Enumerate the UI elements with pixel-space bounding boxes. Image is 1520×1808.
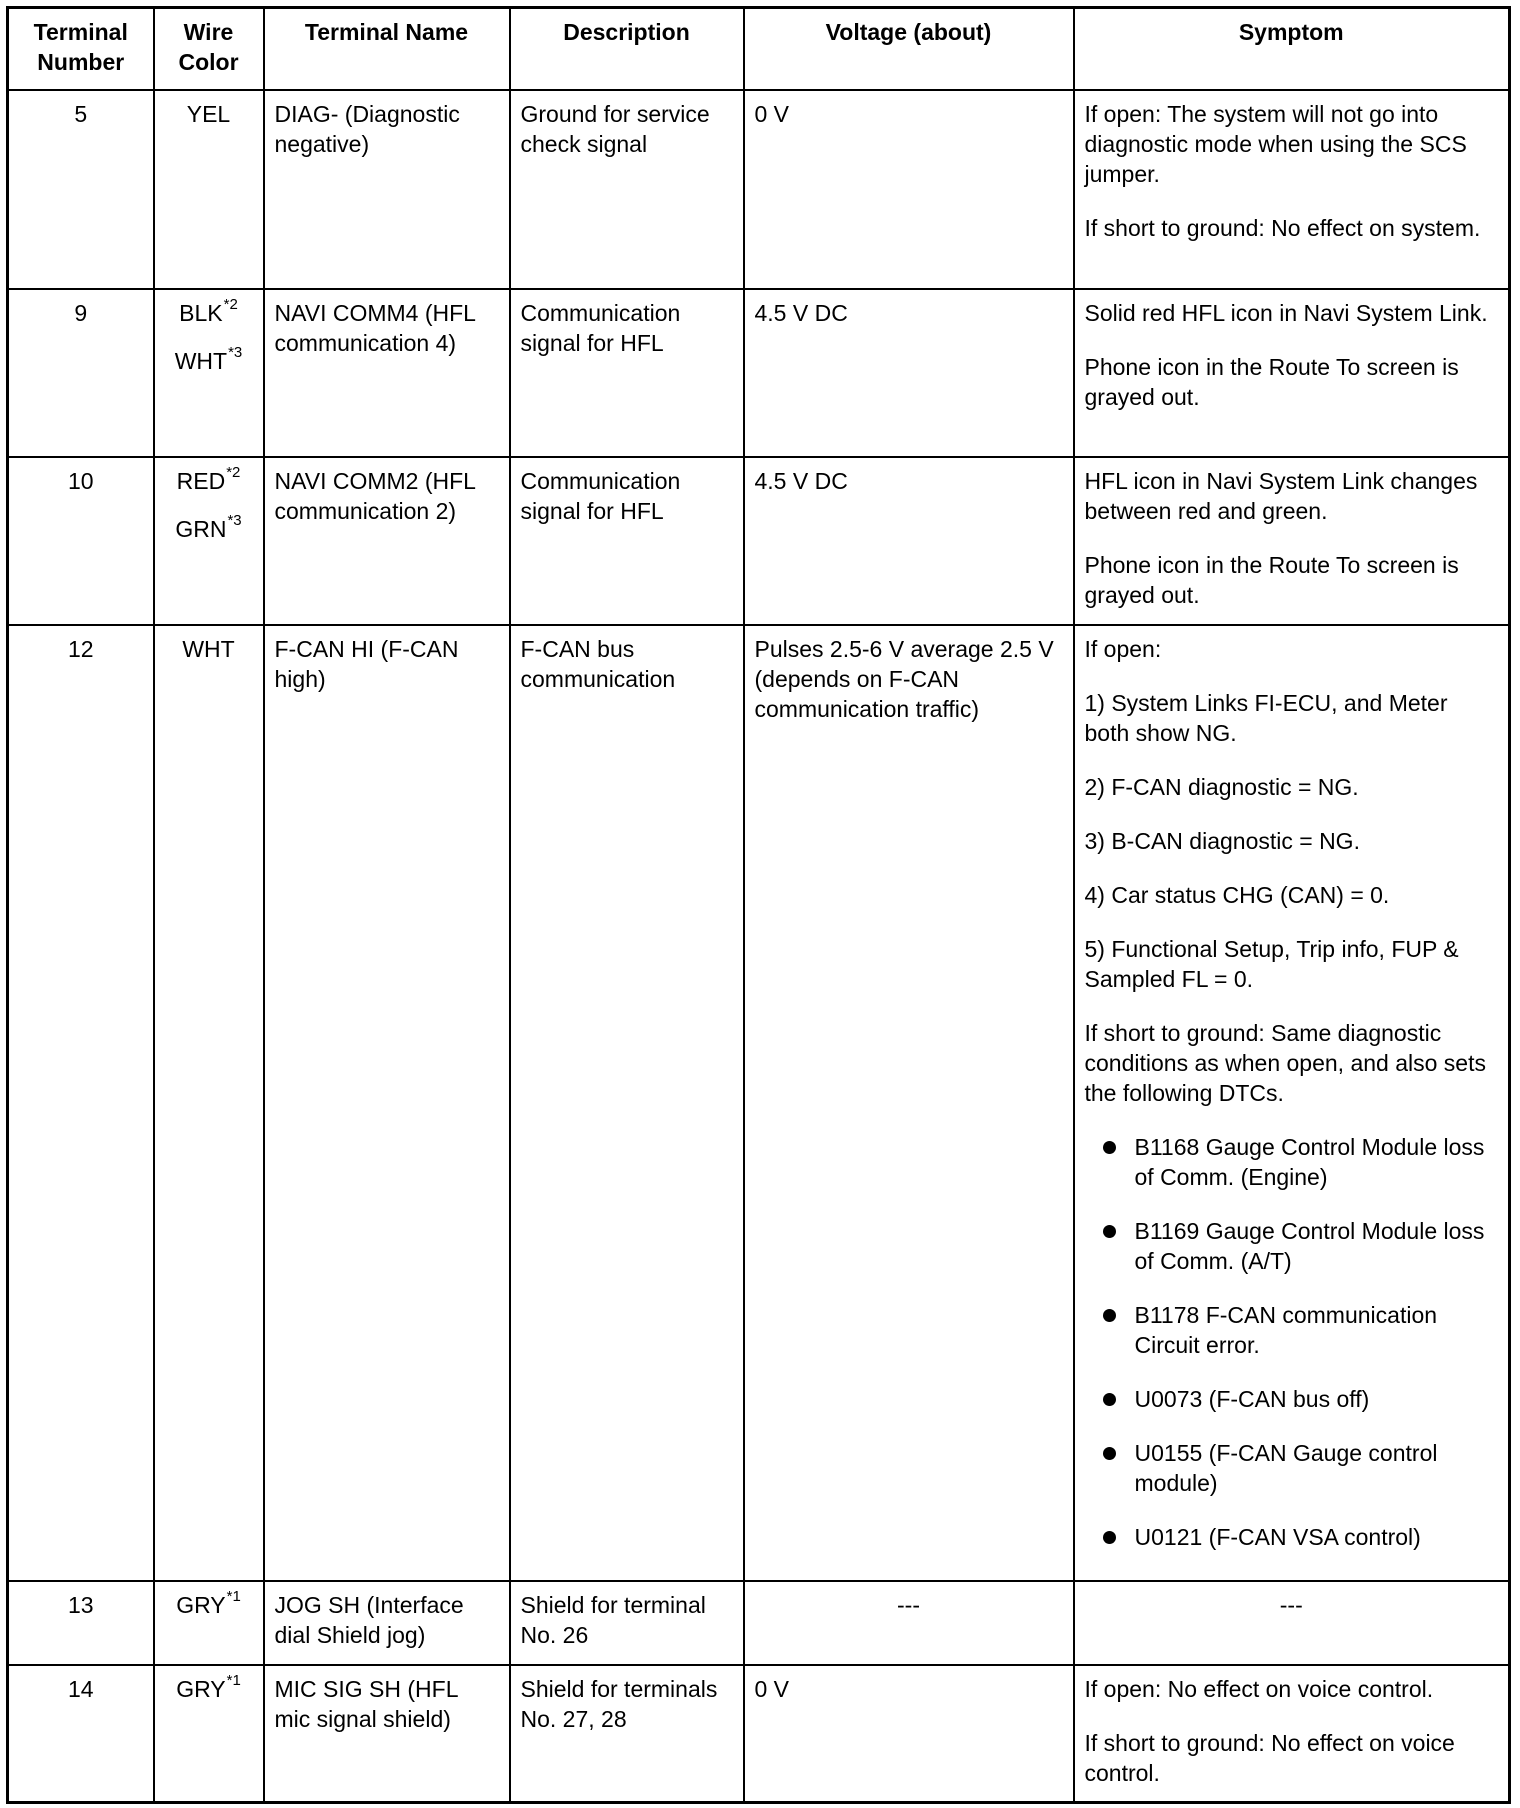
terminal-table [6, 6, 1511, 1804]
terminal-number-cell: 13 [8, 1581, 154, 1665]
voltage-cell: 4.5 V DC [744, 457, 1074, 625]
bullet-dot-icon [1103, 1531, 1116, 1544]
header-wire-color: Wire Color [154, 8, 264, 90]
symptom-line: 1) System Links FI-ECU, and Meter both show NG. [1084, 689, 1448, 746]
dtc-list-item [1103, 1132, 1499, 1192]
wire-color-value: GRN [175, 515, 227, 542]
symptom-line: If open: No effect on voice control. [1084, 1675, 1434, 1702]
dtc-list-item [1103, 1522, 1499, 1552]
symptom-cell [1074, 625, 1510, 1581]
description-cell: Shield for terminals No. 27, 28 [510, 1665, 744, 1803]
dtc-list-item [1103, 1438, 1499, 1498]
dtc-text: U0073 (F-CAN bus off) [1134, 1385, 1370, 1412]
bullet-dot-icon [1103, 1309, 1116, 1322]
symptom-line: Phone icon in the Route To screen is grayed out. [1084, 551, 1459, 608]
voltage-cell: 0 V [744, 90, 1074, 289]
header-symptom: Symptom [1074, 8, 1510, 90]
terminal-name-cell: NAVI COMM4 (HFL communication 4) [264, 289, 510, 457]
dtc-text: U0121 (F-CAN VSA control) [1134, 1523, 1421, 1550]
wire-color-value: YEL [186, 100, 231, 127]
terminal-number-cell: 10 [8, 457, 154, 625]
bullet-dot-icon [1103, 1225, 1116, 1238]
symptom-line: 2) F-CAN diagnostic = NG. [1084, 773, 1359, 800]
symptom-line: If short to ground: No effect on system. [1084, 214, 1481, 241]
symptom-line: If open: The system will not go into diagnostic mode when using the SCS jumper. [1084, 100, 1467, 187]
header-terminal-number: Terminal Number [8, 8, 154, 90]
header-voltage: Voltage (about) [744, 8, 1074, 90]
terminal-table-sheet [6, 6, 1511, 1804]
wire-color-cell [154, 457, 264, 625]
symptom-line: Solid red HFL icon in Navi System Link. [1084, 299, 1488, 326]
symptom-line: If short to ground: Same diagnostic conditions as when open, and also sets the following DTCs. [1084, 1019, 1486, 1106]
wire-color-note: *1 [226, 1587, 241, 1605]
table-row [8, 289, 1510, 457]
header-description: Description [510, 8, 744, 90]
symptom-cell [1074, 90, 1510, 289]
table-row [8, 1665, 1510, 1803]
table-row [8, 625, 1510, 1581]
header-row [8, 8, 1510, 90]
description-cell: Communication signal for HFL [510, 457, 744, 625]
wire-color-cell [154, 289, 264, 457]
description-cell: F-CAN bus communication [510, 625, 744, 1581]
symptom-cell [1074, 457, 1510, 625]
wire-color-value: GRY [176, 1675, 226, 1702]
wire-color-note: *3 [228, 343, 243, 361]
wire-color-cell [154, 625, 264, 1581]
wire-color-value: WHT [182, 635, 235, 662]
symptom-cell [1074, 1665, 1510, 1803]
dtc-text: B1178 F-CAN communication Circuit error. [1134, 1301, 1438, 1358]
dtc-list [1085, 1132, 1499, 1552]
symptom-line: Phone icon in the Route To screen is grayed out. [1084, 353, 1459, 410]
voltage-cell: 4.5 V DC [744, 289, 1074, 457]
dtc-text: B1168 Gauge Control Module loss of Comm. (Engine) [1134, 1133, 1485, 1190]
terminal-number-cell: 9 [8, 289, 154, 457]
bullet-dot-icon [1103, 1393, 1116, 1406]
wire-color-value: WHT [174, 347, 228, 374]
dtc-text: U0155 (F-CAN Gauge control module) [1134, 1439, 1438, 1496]
wire-color [165, 1587, 253, 1620]
wire-color [165, 511, 253, 544]
bullet-dot-icon [1103, 1447, 1116, 1460]
terminal-name-cell: DIAG- (Diagnostic negative) [264, 90, 510, 289]
terminal-name-cell: JOG SH (Interface dial Shield jog) [264, 1581, 510, 1665]
symptom-line: 4) Car status CHG (CAN) = 0. [1084, 881, 1390, 908]
symptom-cell [1074, 1581, 1510, 1665]
wire-color-cell [154, 1581, 264, 1665]
wire-color [165, 1671, 253, 1704]
wire-color [165, 295, 253, 328]
wire-color-note: *2 [226, 463, 241, 481]
wire-color-note: *1 [226, 1671, 241, 1689]
terminal-number-cell: 14 [8, 1665, 154, 1803]
wire-color [165, 634, 253, 664]
symptom-line: 5) Functional Setup, Trip info, FUP & Sampled FL = 0. [1084, 935, 1459, 992]
wire-color-cell [154, 90, 264, 289]
symptom-line: --- [1279, 1591, 1303, 1618]
bullet-dot-icon [1103, 1141, 1116, 1154]
table-row [8, 90, 1510, 289]
symptom-line: HFL icon in Navi System Link changes between red and green. [1084, 467, 1478, 524]
symptom-line: If short to ground: No effect on voice control. [1084, 1729, 1455, 1786]
voltage-cell: Pulses 2.5-6 V average 2.5 V (depends on F-CAN communication traffic) [744, 625, 1074, 1581]
wire-color [165, 99, 253, 129]
table-row [8, 1581, 1510, 1665]
terminal-name-cell: MIC SIG SH (HFL mic signal shield) [264, 1665, 510, 1803]
dtc-list-item [1103, 1300, 1499, 1360]
symptom-line: If open: [1084, 635, 1162, 662]
wire-color-note: *3 [227, 511, 242, 529]
terminal-name-cell: NAVI COMM2 (HFL communication 2) [264, 457, 510, 625]
header-terminal-name: Terminal Name [264, 8, 510, 90]
wire-color-value: RED [176, 467, 226, 494]
dtc-text: B1169 Gauge Control Module loss of Comm. (A/T) [1134, 1217, 1485, 1274]
description-cell: Communication signal for HFL [510, 289, 744, 457]
dtc-list-item [1103, 1384, 1499, 1414]
voltage-cell: 0 V [744, 1665, 1074, 1803]
voltage-cell: --- [744, 1581, 1074, 1665]
wire-color-value: GRY [176, 1591, 226, 1618]
wire-color-value: BLK [179, 299, 223, 326]
symptom-line: 3) B-CAN diagnostic = NG. [1084, 827, 1360, 854]
description-cell: Ground for service check signal [510, 90, 744, 289]
terminal-name-cell: F-CAN HI (F-CAN high) [264, 625, 510, 1581]
description-cell: Shield for terminal No. 26 [510, 1581, 744, 1665]
terminal-number-cell: 12 [8, 625, 154, 1581]
dtc-list-item [1103, 1216, 1499, 1276]
table-row [8, 457, 1510, 625]
wire-color [165, 463, 253, 496]
wire-color-note: *2 [223, 295, 238, 313]
symptom-cell [1074, 289, 1510, 457]
wire-color [165, 343, 253, 376]
wire-color-cell [154, 1665, 264, 1803]
terminal-number-cell: 5 [8, 90, 154, 289]
